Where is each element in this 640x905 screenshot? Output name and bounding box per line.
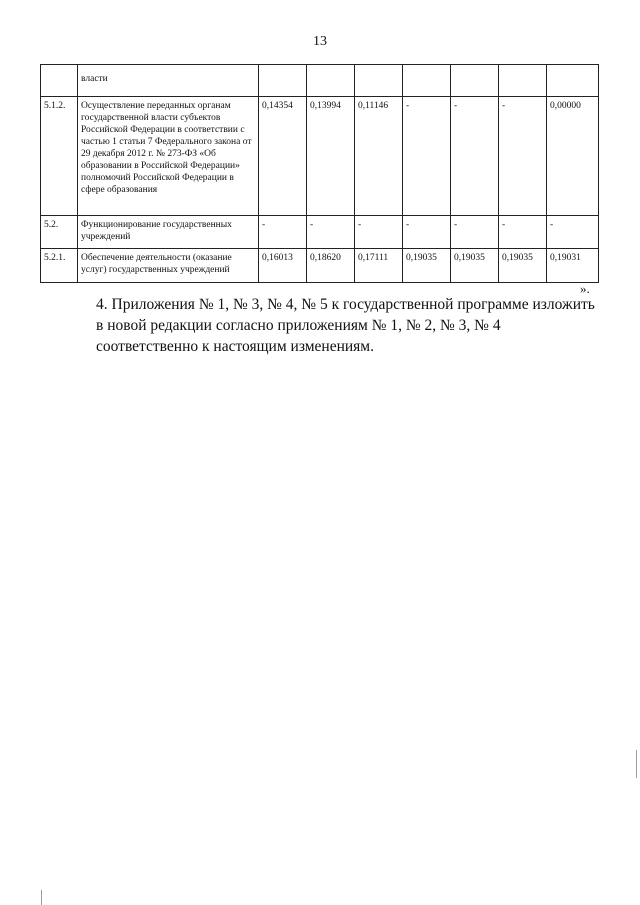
value-cell bbox=[403, 65, 451, 97]
closing-quote: ». bbox=[580, 281, 590, 296]
value-cell: 0,16013 bbox=[259, 249, 307, 283]
value-cell bbox=[307, 65, 355, 97]
value-cell: - bbox=[499, 216, 547, 249]
table-row bbox=[41, 216, 599, 249]
value-cell: 0,18620 bbox=[307, 249, 355, 283]
value-cell: 0,14354 bbox=[259, 97, 307, 216]
row-number-cell: 5.1.2. bbox=[41, 97, 78, 216]
value-cell: - bbox=[451, 97, 499, 216]
value-cell: 0,00000 bbox=[547, 97, 599, 216]
value-cell bbox=[499, 65, 547, 97]
page-number: 13 bbox=[313, 34, 327, 49]
value-cell: 0,19035 bbox=[499, 249, 547, 283]
value-cell bbox=[451, 65, 499, 97]
value-cell: - bbox=[451, 216, 499, 249]
row-number-cell: 5.2. bbox=[41, 216, 78, 249]
scan-mark bbox=[41, 890, 42, 905]
value-cell: 0,19031 bbox=[547, 249, 599, 283]
row-name-cell: Функционирование государственных учреждений bbox=[78, 216, 259, 249]
row-number-cell: 5.2.1. bbox=[41, 249, 78, 283]
value-cell: - bbox=[307, 216, 355, 249]
table-row bbox=[41, 249, 599, 283]
row-name-cell: Осуществление переданных органам государственной власти субъектов Российской Федерации в соответствии с частью 1 статьи 7 Федерального закона от 29 декабря 2012 г. № 273-ФЗ «Об образовании в Российской Федерации» полномочий Российской Федерации в сфере образования bbox=[78, 97, 259, 216]
value-cell: 0,19035 bbox=[451, 249, 499, 283]
table-row bbox=[41, 65, 599, 97]
value-cell: - bbox=[499, 97, 547, 216]
value-cell: 0,13994 bbox=[307, 97, 355, 216]
value-cell bbox=[547, 65, 599, 97]
value-cell: 0,17111 bbox=[355, 249, 403, 283]
table-row bbox=[41, 97, 599, 216]
row-name-cell: Обеспечение деятельности (оказание услуг) государственных учреждений bbox=[78, 249, 259, 283]
row-number-cell bbox=[41, 65, 78, 97]
paragraph-4: 4. Приложения № 1, № 3, № 4, № 5 к государственной программе изложить в новой редакции согласно приложениям № 1, № 2, № 3, № 4 соответственно к настоящим изменениям. bbox=[96, 296, 595, 355]
row-name-cell: власти bbox=[78, 65, 259, 97]
value-cell: 0,11146 bbox=[355, 97, 403, 216]
indicators-table bbox=[40, 64, 599, 283]
value-cell bbox=[355, 65, 403, 97]
value-cell: - bbox=[259, 216, 307, 249]
value-cell: 0,19035 bbox=[403, 249, 451, 283]
scan-mark bbox=[636, 750, 637, 778]
value-cell: - bbox=[547, 216, 599, 249]
value-cell: - bbox=[355, 216, 403, 249]
value-cell: - bbox=[403, 97, 451, 216]
value-cell: - bbox=[403, 216, 451, 249]
value-cell bbox=[259, 65, 307, 97]
